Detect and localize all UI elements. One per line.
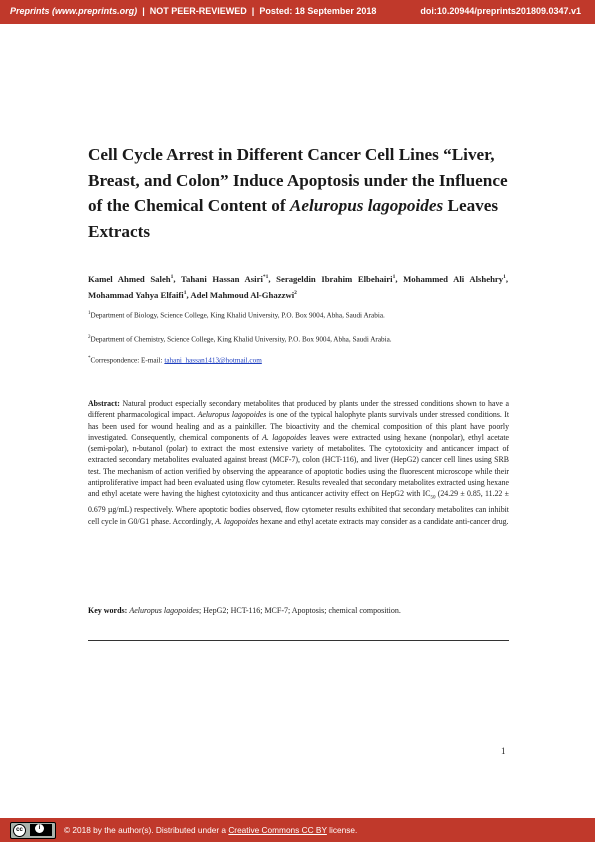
correspondence-mark: * [88,356,91,361]
paper-title [88,142,513,244]
affiliation-1 [88,309,513,320]
ic-subscript: 50 [430,495,436,501]
author-affiliation-mark: 1 [170,274,174,280]
doi-link[interactable]: doi:10.20944/preprints201809.0347.v1 [420,6,581,16]
author-affiliation-mark: 1 [183,289,187,296]
affiliation-2 [88,333,513,344]
keywords-list: ; HepG2; HCT-116; MCF-7; Apoptosis; chemical composition. [199,606,401,615]
correspondence-label: Correspondence: E-mail: [90,356,163,365]
abstract-text: is one of the typical halophyte plants survivals under stressed conditions. It has been used for wound healing and as a painkiller. The bioactivity and the chemical composition of this plant have poorly investigated. Consequently, chemical components of [88,410,510,442]
author-name: Kamel Ahmed Saleh [88,273,171,284]
license-prefix: © 2018 by the author(s). Distributed under a [64,825,226,835]
page-number: 1 [501,746,506,756]
title-main: Cell Cycle Arrest in Different Cancer Cell Lines “Liver, Breast, and Colon” Induce Apoptosis under the Influence of the Chemical Content of [88,145,508,215]
species-name: Aeluropus lagopoides [197,410,267,420]
author-name: Tahani Hassan Asiri [181,273,263,284]
banner-separator: | [251,6,255,16]
author-affiliation-mark: *1 [262,274,269,280]
author-affiliation-mark: 1 [503,274,506,280]
abstract-text: (24.29 ± 0.85, 11.22 ± 0.679 µg/mL) respectively. Where apoptotic bodies observed, flow cytometer results exhibited that secondary metabolites can inhibit cell cycle in G0/G1 phase. Accordingly, [88,489,509,526]
author-list: Kamel Ahmed Saleh$^1$, Tahani Hassan Asiri$^{*1}$, Serageldin Ibrahim Elbehairi$^1$, Mohammed Ali Alshehry$^1$, Mohammad Yahya Elfaifi$^1$, Adel Mahmoud Al-Ghazzwi$^2$ [88,273,509,300]
affiliation-mark: 1 [88,311,91,316]
cc-icon: cc [13,824,26,837]
banner-left [10,6,376,16]
preprint-banner [0,0,595,24]
license-text [64,825,357,835]
affiliation-mark: 2 [88,335,91,340]
correspondence-email-link[interactable]: tahani_hassan1413@hotmail.com [164,356,262,365]
keywords-label: Key words: [88,606,128,615]
affiliation-text: Department of Chemistry, Science College, King Khalid University, P.O. Box 9004, Abha, Saudi Arabia. [90,335,392,344]
author-name: Adel Mahmoud Al-Ghazzwi [190,289,295,300]
abstract-text: hexane and ethyl acetate extracts may consider as a candidate anti-cancer drug. [260,516,509,526]
abstract-label: Abstract: [88,399,120,408]
abstract [88,398,509,527]
abstract-text: Natural product especially secondary metabolites that produced by plants under the stressed conditions shown to have a different pharmacological impact. [88,399,509,420]
author-name: Serageldin Ibrahim Elbehairi [276,273,393,284]
section-divider [88,640,509,641]
keyword-species: Aeluropus lagopoides [129,606,200,615]
species-name: A. lagopoides [215,516,259,526]
license-footer [0,818,595,842]
preprints-link[interactable]: Preprints (www.preprints.org) [10,6,138,16]
attribution-icon: i [35,824,44,833]
title-tail: Leaves Extracts [88,196,499,241]
posted-date: Posted: 18 September 2018 [259,6,377,16]
creative-commons-link[interactable]: Creative Commons CC BY [228,825,327,835]
abstract-text: leaves were extracted using hexane (nonpolar), ethyl acetate (semi-polar), n-butanol (polar) to extract the most extensive variety of metabolites. The cytotoxicity and anticancer impact of extracted secondary metabolites evaluated against breast (MCF-7), colon (HCT-116), and liver (HepG2) cancer cell lines using SRB test. The mechanism of action verified by observing the appearance of apoptotic bodies using the fluorescent microscope while their antiproliferative impact had been evaluated using flow cytometer. Results revealed that secondary metabolites extracted using hexane and ethyl acetate were having the highest cytotoxicity and thus anticancer activity effect on HepG2 with IC [88,432,510,499]
author-name: Mohammed Ali Alshehry [403,273,504,284]
author-affiliation-mark: 2 [294,289,297,296]
keywords [88,605,509,616]
title-species: Aeluropus lagopoides [289,196,444,215]
peer-review-status: NOT PEER-REVIEWED [149,6,247,16]
banner-separator: | [142,6,145,16]
license-suffix: license. [329,825,358,835]
correspondence [88,354,513,365]
author-affiliation-mark: 1 [392,274,396,280]
affiliation-text: Department of Biology, Science College, King Khalid University, P.O. Box 9004, Abha, Saudi Arabia. [90,311,385,320]
species-name: A. lagopoides [262,432,307,442]
author-name: Mohammad Yahya Elfaifi [88,289,184,300]
cc-by-license-icon[interactable] [10,822,56,839]
